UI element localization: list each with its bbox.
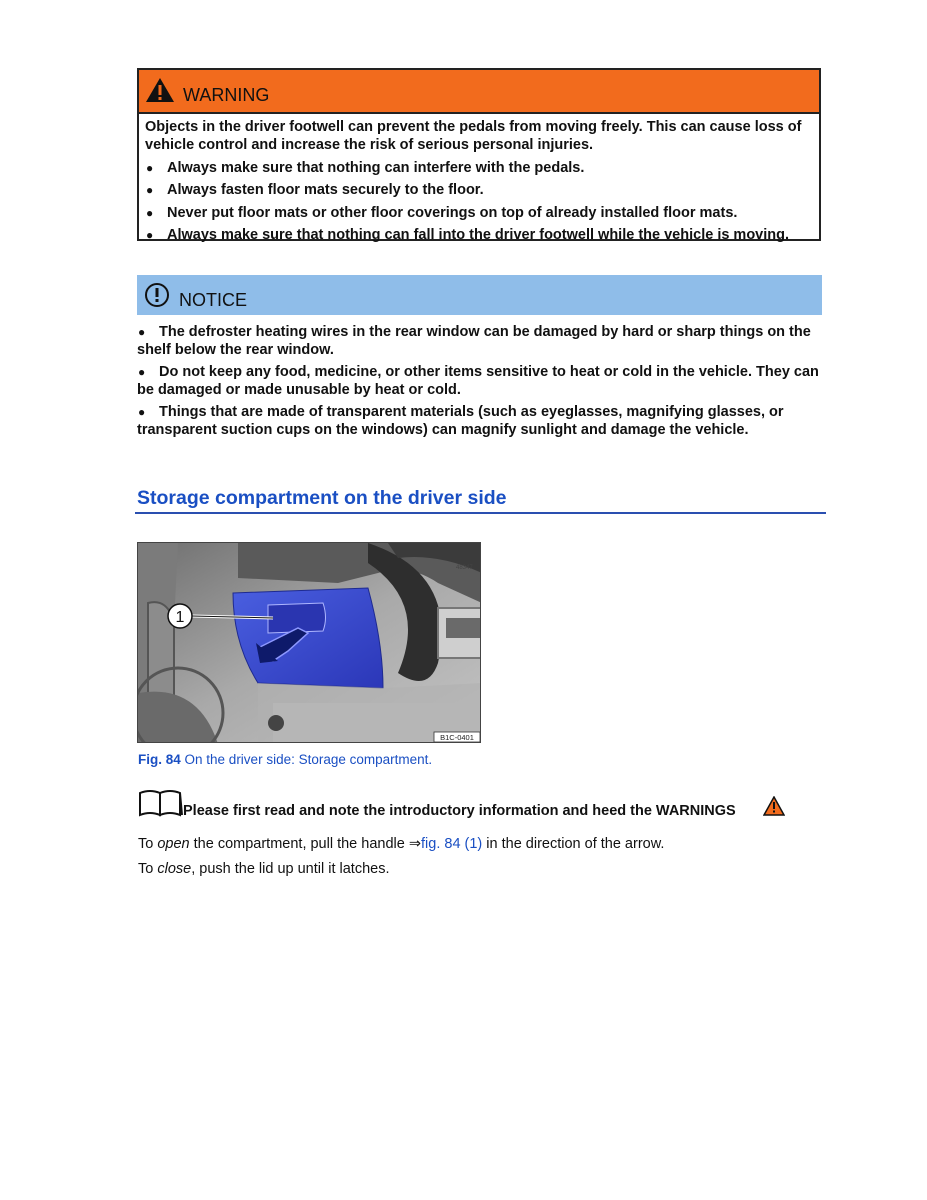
list-item: ● The defroster heating wires in the rear window can be damaged by hard or sharp things on the shelf below the rear window. [137,324,811,358]
list-item: ● Never put floor mats or other floor coverings on top of already installed floor mats. [146,204,738,221]
list-item: ● Always fasten floor mats securely to the floor. [146,182,484,198]
section-divider [135,512,826,514]
warning-intro: Objects in the driver footwell can prevent the pedals from moving freely. This can cause loss of vehicle control and increase the risk of serious personal injuries. [145,119,802,153]
figure-caption [138,752,432,767]
list-item: ● Always make sure that nothing can fall into the driver footwell while the vehicle is moving. [146,227,790,243]
warning-title: WARNING [183,85,270,105]
notice-title: NOTICE [179,290,248,310]
list-item: ● Do not keep any food, medicine, or other items sensitive to heat or cold in the vehicle. They can be damaged or made unusable by heat or cold. [137,364,819,398]
read-note [138,789,818,819]
list-item: ● Things that are made of transparent materials (such as eyeglasses, magnifying glasses, or transparent suction cups on the windows) can magnify sunlight and damage the vehicle. [137,404,784,438]
figure-link[interactable]: fig. 84 (1) [421,836,483,852]
warning-small-icon[interactable] [763,796,785,816]
section-title: Storage compartment on the driver side [137,487,507,509]
warning-list [139,159,819,245]
figure-caption-text: On the driver side: Storage compartment. [184,752,433,767]
storage-compartment-illustration [138,543,481,743]
open-instruction: To open the compartment, pull the handle ⇒fig. 84 (1) in the direction of the arrow. [138,836,665,852]
read-note-text: Please first read and note the introductory information and heed the WARNINGS [183,803,736,819]
image-code: B1C-0401 [440,733,474,742]
image-stamp: 48347 [456,565,473,571]
figure-image [137,542,481,743]
notice-header [137,275,822,315]
warning-header [139,70,819,114]
notice-exclamation-icon [144,282,170,308]
callout-label: 1 [175,609,185,626]
notice-list [137,323,827,443]
figure-label: Fig. 84 [138,752,181,767]
close-instruction: To close, push the lid up until it latches. [138,861,390,877]
warning-box [137,68,821,241]
book-icon [138,789,184,817]
warning-triangle-icon [145,77,175,103]
list-item: ● Always make sure that nothing can interfere with the pedals. [146,159,585,176]
